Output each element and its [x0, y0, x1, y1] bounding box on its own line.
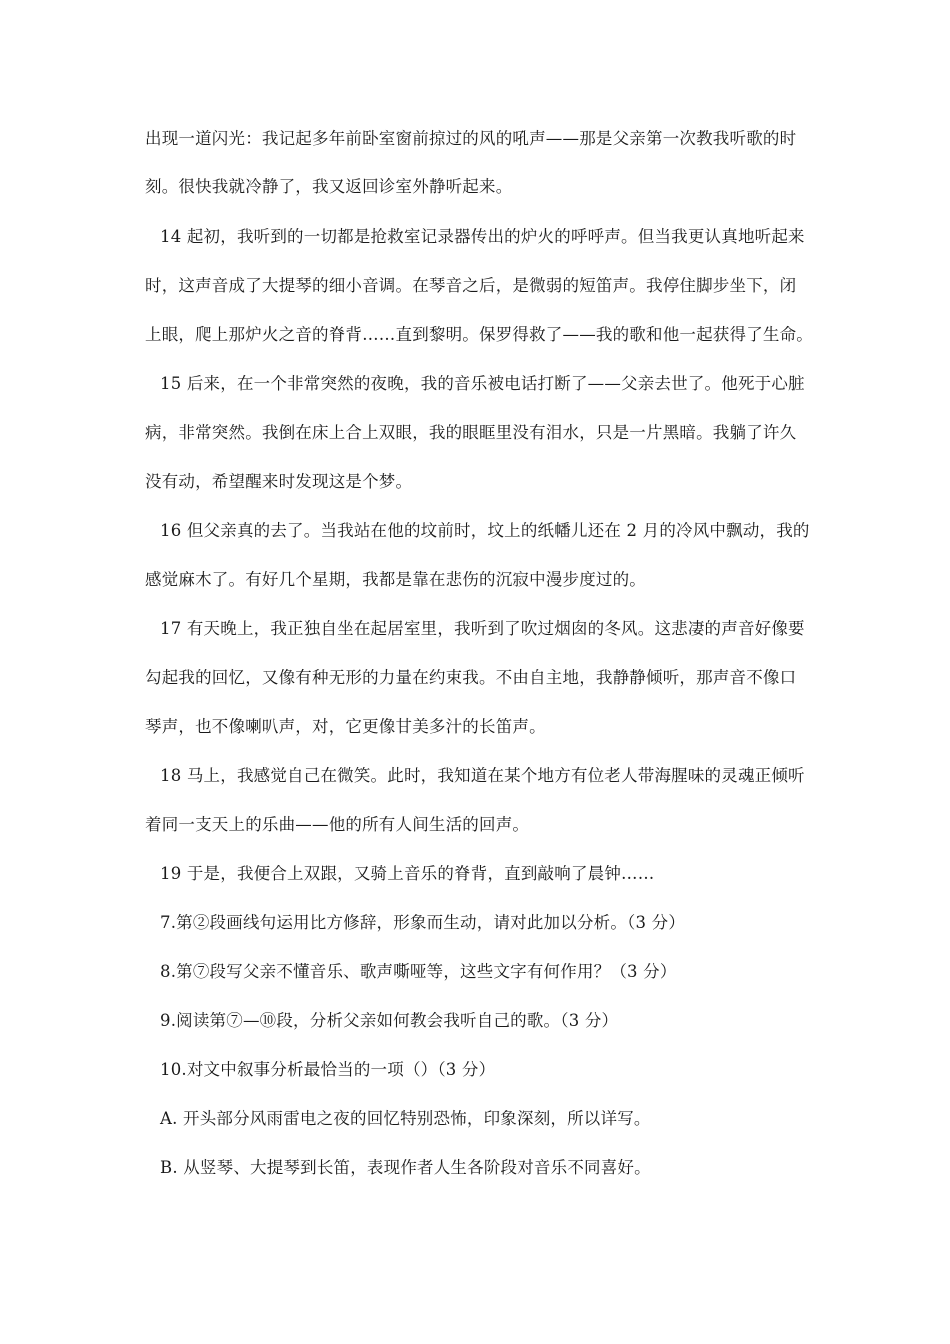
paragraph-16-line-1: 16 但父亲真的去了。当我站在他的坟前时，坟上的纸幡儿还在 2 月的冷风中飘动，我的 [160, 521, 810, 540]
paragraph-14-line-2: 时，这声音成了大提琴的细小音调。在琴音之后，是微弱的短笛声。我停住脚步坐下，闭 [145, 276, 797, 295]
paragraph-13-line-1: 出现一道闪光：我记起多年前卧室窗前掠过的风的吼声——那是父亲第一次教我听歌的时 [145, 129, 797, 148]
question-10: 10.对文中叙事分析最恰当的一项（）（3 分） [160, 1060, 496, 1079]
paragraph-14-line-3: 上眼，爬上那炉火之音的脊背……直到黎明。保罗得救了——我的歌和他一起获得了生命。 [145, 325, 813, 344]
paragraph-15-line-1: 15 后来，在一个非常突然的夜晚，我的音乐被电话打断了——父亲去世了。他死于心脏 [160, 374, 805, 393]
paragraph-15-line-2: 病，非常突然。我倒在床上合上双眼，我的眼眶里没有泪水，只是一片黑暗。我躺了许久 [145, 423, 797, 442]
option-b: B. 从竖琴、大提琴到长笛，表现作者人生各阶段对音乐不同喜好。 [160, 1158, 651, 1177]
question-7: 7.第②段画线句运用比方修辞，形象而生动，请对此加以分析。（3 分） [160, 913, 686, 932]
paragraph-19-line-1: 19 于是，我便合上双跟，又骑上音乐的脊背，直到敲响了晨钟…… [160, 864, 655, 883]
paragraph-17-line-1: 17 有天晚上，我正独自坐在起居室里，我听到了吹过烟囱的冬风。这悲凄的声音好像要 [160, 619, 805, 638]
paragraph-15-line-3: 没有动，希望醒来时发现这是个梦。 [145, 472, 413, 491]
paragraph-14-line-1: 14 起初，我听到的一切都是抢救室记录器传出的炉火的呼呼声。但当我更认真地听起来 [160, 227, 805, 246]
paragraph-18-line-2: 着同一支天上的乐曲——他的所有人间生活的回声。 [145, 815, 530, 834]
option-a: A. 开头部分风雨雷电之夜的回忆特别恐怖，印象深刻，所以详写。 [160, 1109, 651, 1128]
question-8: 8.第⑦段写父亲不懂音乐、歌声嘶哑等，这些文字有何作用？（3 分） [160, 962, 677, 981]
paragraph-13-line-2: 刻。很快我就冷静了，我又返回诊室外静听起来。 [145, 177, 513, 196]
paragraph-17-line-2: 勾起我的回忆，又像有种无形的力量在约束我。不由自主地，我静静倾听，那声音不像口 [145, 668, 797, 687]
paragraph-17-line-3: 琴声，也不像喇叭声，对，它更像甘美多汁的长笛声。 [145, 717, 546, 736]
paragraph-16-line-2: 感觉麻木了。有好几个星期，我都是靠在悲伤的沉寂中漫步度过的。 [145, 570, 646, 589]
paragraph-18-line-1: 18 马上，我感觉自己在微笑。此时，我知道在某个地方有位老人带海腥味的灵魂正倾听 [160, 766, 805, 785]
question-9: 9.阅读第⑦—⑩段，分析父亲如何教会我听自己的歌。（3 分） [160, 1011, 619, 1030]
